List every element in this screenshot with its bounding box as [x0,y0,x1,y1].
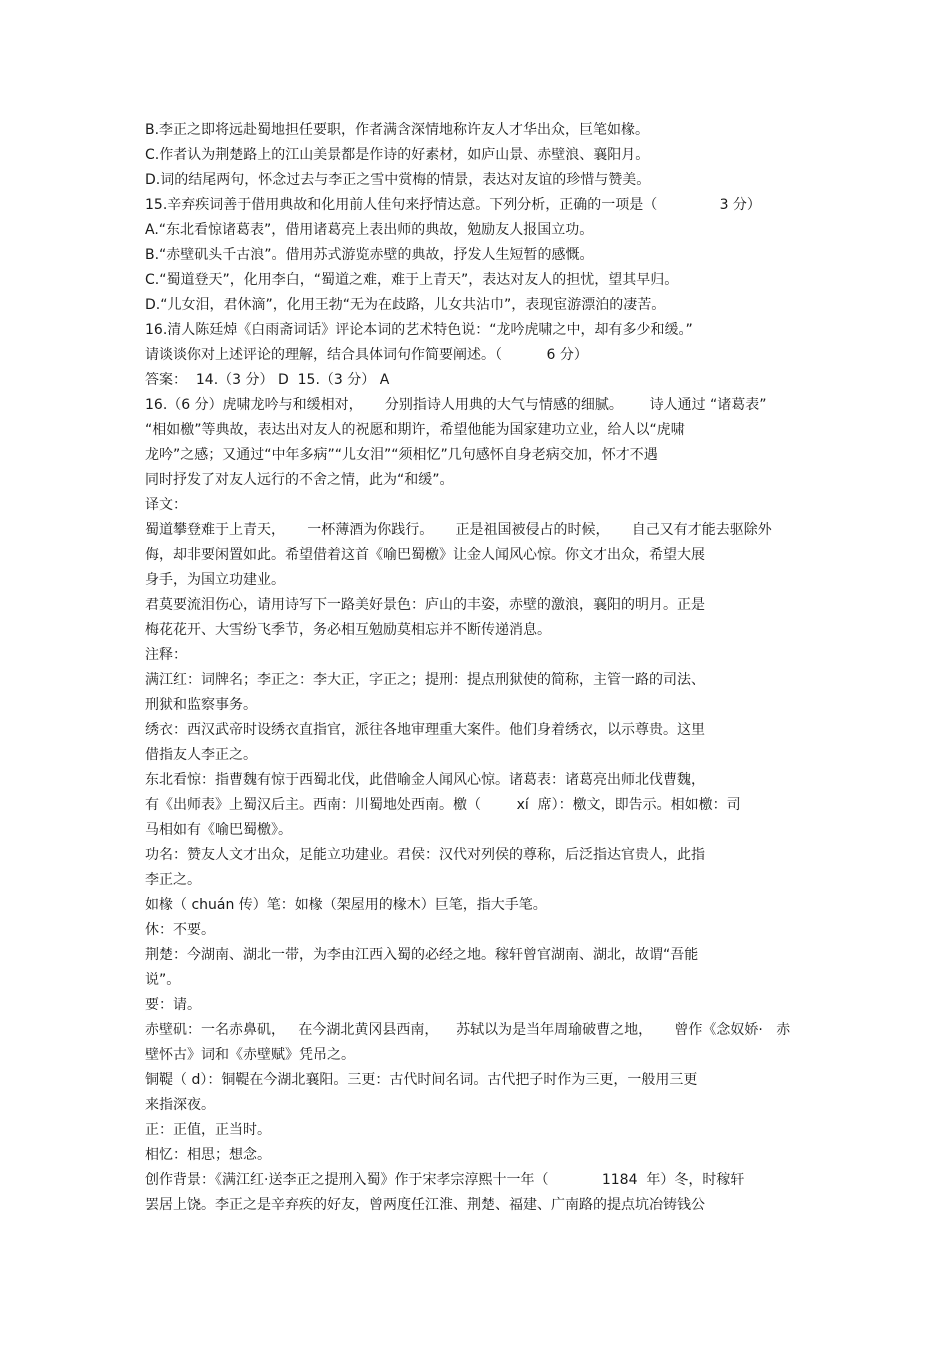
text-line: 16.（6 分）虎啸龙吟与和缓相对， 分别指诗人用典的大气与情感的细腻。 诗人通过 “诸葛表” [145,397,767,413]
text-line: 借指友人李正之。 [145,747,257,763]
text-line: 注释： [145,647,187,663]
text-line: A.“东北看惊诸葛表”，借用诸葛亮上表出师的典故，勉励友人报国立功。 [145,222,594,238]
text-line: 功名：赞友人文才出众，足能立功建业。君侯：汉代对列侯的尊称，后泛指达官贵人，此指 [145,847,705,863]
text-line: 身手，为国立功建业。 [145,572,285,588]
text-line: C.“蜀道登天”，化用李白，“蜀道之难，难于上青天”，表达对友人的担忧，望其早归。 [145,272,679,288]
text-line: 君莫要流泪伤心，请用诗写下一路美好景色：庐山的丰姿，赤壁的激浪，襄阳的明月。正是 [145,597,705,613]
text-line: 梅花花开、大雪纷飞季节，务必相互勉励莫相忘并不断传递消息。 [145,622,551,638]
text-line: C.作者认为荆楚路上的江山美景都是作诗的好素材，如庐山景、赤壁浪、襄阳月。 [145,147,650,163]
text-line: 马相如有《喻巴蜀檄》。 [145,822,292,838]
text-line: 请谈谈你对上述评论的理解，结合具体词句作简要阐述。（ 6 分） [145,347,588,363]
text-line: 铜鞮（ d）：铜鞮在今湖北襄阳。三更：古代时间名词。古代把子时作为三更，一般用三更 [145,1072,698,1088]
text-line: 相忆：相思；想念。 [145,1147,271,1163]
text-line: 译文： [145,497,187,513]
text-line: 壁怀古》词和《赤壁赋》凭吊之。 [145,1047,355,1063]
text-line: 蜀道攀登难于上青天， 一杯薄酒为你践行。 正是祖国被侵占的时候， 自己又有才能去驱除外 [145,522,772,538]
text-line: 侮，却非要闲置如此。希望借着这首《喻巴蜀檄》让金人闻风心惊。你文才出众，希望大展 [145,547,705,563]
text-line: 赤壁矶：一名赤鼻矶， 在今湖北黄冈县西南， 苏轼以为是当年周瑜破曹之地， 曾作《念奴娇· 赤 [145,1022,791,1038]
text-line: 说”。 [145,972,181,988]
text-line: 满江红：词牌名；李正之：李大正，字正之；提刑：提点刑狱使的简称，主管一路的司法、 [145,672,705,688]
text-line: B.“赤壁矶头千古浪”。借用苏式游览赤壁的典故，抒发人生短暂的感慨。 [145,247,594,263]
text-line: 刑狱和监察事务。 [145,697,257,713]
text-line: D.词的结尾两句，怀念过去与李正之雪中赏梅的情景，表达对友谊的珍惜与赞美。 [145,172,651,188]
text-line: 如椽（ chuán 传）笔：如椽（架屋用的椽木）巨笔，指大手笔。 [145,897,547,913]
text-line: 16.清人陈廷焯《白雨斋词话》评论本词的艺术特色说：“龙吟虎啸之中，却有多少和缓。” [145,322,693,338]
text-line: “相如檄”等典故，表达出对友人的祝愿和期许，希望他能为国家建功立业，给人以“虎啸 [145,422,685,438]
text-line: 答案： 14.（3 分） D 15.（3 分） A [145,372,390,388]
text-line: 罢居上饶。李正之是辛弃疾的好友，曾两度任江淮、荆楚、福建、广南路的提点坑冶铸钱公 [145,1197,705,1213]
text-line: 绣衣：西汉武帝时设绣衣直指官，派往各地审理重大案件。他们身着绣衣，以示尊贵。这里 [145,722,705,738]
text-line: 正：正值，正当时。 [145,1122,271,1138]
text-line: 荆楚：今湖南、湖北一带，为李由江西入蜀的必经之地。稼轩曾官湖南、湖北，故谓“吾能 [145,947,699,963]
text-line: B.李正之即将远赴蜀地担任要职，作者满含深情地称许友人才华出众，巨笔如椽。 [145,122,650,138]
text-line: 来指深夜。 [145,1097,215,1113]
text-line: D.“儿女泪，君休滴”，化用王勃“无为在歧路，儿女共沾巾”，表现宦游漂泊的凄苦。 [145,297,666,313]
text-line: 李正之。 [145,872,201,888]
text-line: 东北看惊：指曹魏有惊于西蜀北伐，此借喻金人闻风心惊。诸葛表：诸葛亮出师北伐曹魏， [145,772,705,788]
text-line: 创作背景：《满江红·送李正之提刑入蜀》作于宋孝宗淳熙十一年（ 1184 年）冬，时稼轩 [145,1172,745,1188]
text-line: 同时抒发了对友人远行的不舍之情，此为“和缓”。 [145,472,454,488]
text-line: 要：请。 [145,997,201,1013]
text-line: 龙吟”之感；又通过“中年多病”“儿女泪”“须相忆”几句感怀自身老病交加，怀才不遇 [145,447,658,463]
text-line: 休：不要。 [145,922,215,938]
text-line: 15.辛弃疾词善于借用典故和化用前人佳句来抒情达意。下列分析，正确的一项是（ 3 分） [145,197,761,213]
text-line: 有《出师表》上蜀汉后主。西南：川蜀地处西南。檄（ xí 席）：檄文，即告示。相如檄：司 [145,797,741,813]
